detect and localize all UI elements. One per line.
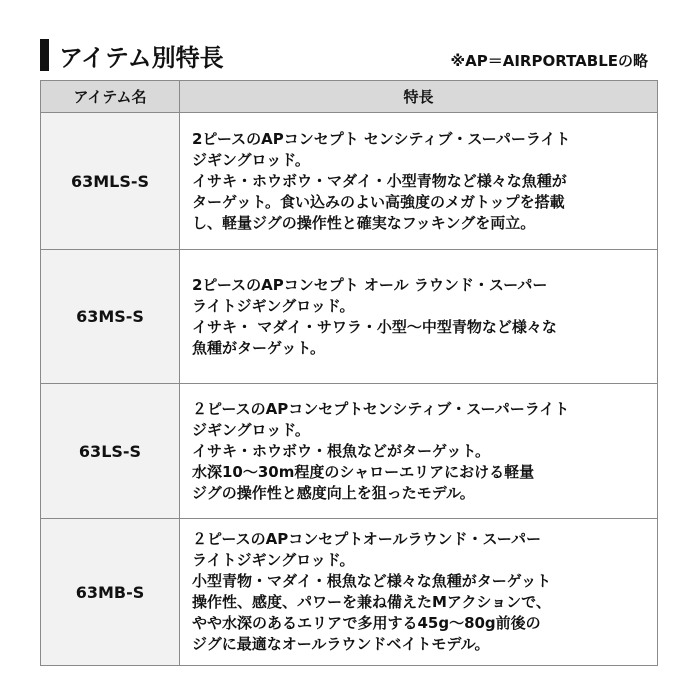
item-feature-cell: ２ピースのAPコンセプトオールラウンド・スーパー ライトジギングロッド。 小型青物・マダイ・根魚など様々な魚種がターゲット 操作性、感度、パワーを兼ね備えたMアクションで、 やや水深のあるエリアで多用する45g〜80g前後の ジグに最適なオールラウンドベイトモデル。: [180, 519, 658, 666]
table-row: [41, 113, 658, 250]
table-header-row: [41, 81, 658, 113]
item-feature-cell: ２ピースのAPコンセプトセンシティブ・スーパーライト ジギングロッド。 イサキ・ホウボウ・根魚などがターゲット。 水深10〜30m程度のシャローエリアにおける軽量 ジグの操作性と感度向上を狙ったモデル。: [180, 384, 658, 519]
table-row: [41, 250, 658, 384]
item-spec-table: [40, 80, 658, 666]
abbreviation-note: ※AP＝AIRPORTABLEの略: [450, 52, 648, 70]
item-feature-cell: 2ピースのAPコンセプト オール ラウンド・スーパー ライトジギングロッド。 イサキ・ マダイ・サワラ・小型〜中型青物など様々な 魚種がターゲット。: [180, 250, 658, 384]
item-feature-cell: 2ピースのAPコンセプト センシティブ・スーパーライト ジギングロッド。 イサキ・ホウボウ・マダイ・小型青物など様々な魚種が ターゲット。食い込みのよい高強度のメガトップを搭載 し、軽量ジグの操作性と確実なフッキングを両立。: [180, 113, 658, 250]
item-name-cell: 63MLS-S: [41, 113, 180, 250]
header-features: 特長: [180, 81, 658, 113]
item-name-cell: 63MS-S: [41, 250, 180, 384]
section-heading: [40, 38, 224, 72]
page-title: アイテム別特長: [59, 43, 224, 72]
item-name-cell: 63LS-S: [41, 384, 180, 519]
table-row: [41, 519, 658, 666]
heading-bar: [40, 39, 49, 71]
table-row: [41, 384, 658, 519]
item-name-cell: 63MB-S: [41, 519, 180, 666]
header-item-name: アイテム名: [41, 81, 180, 113]
